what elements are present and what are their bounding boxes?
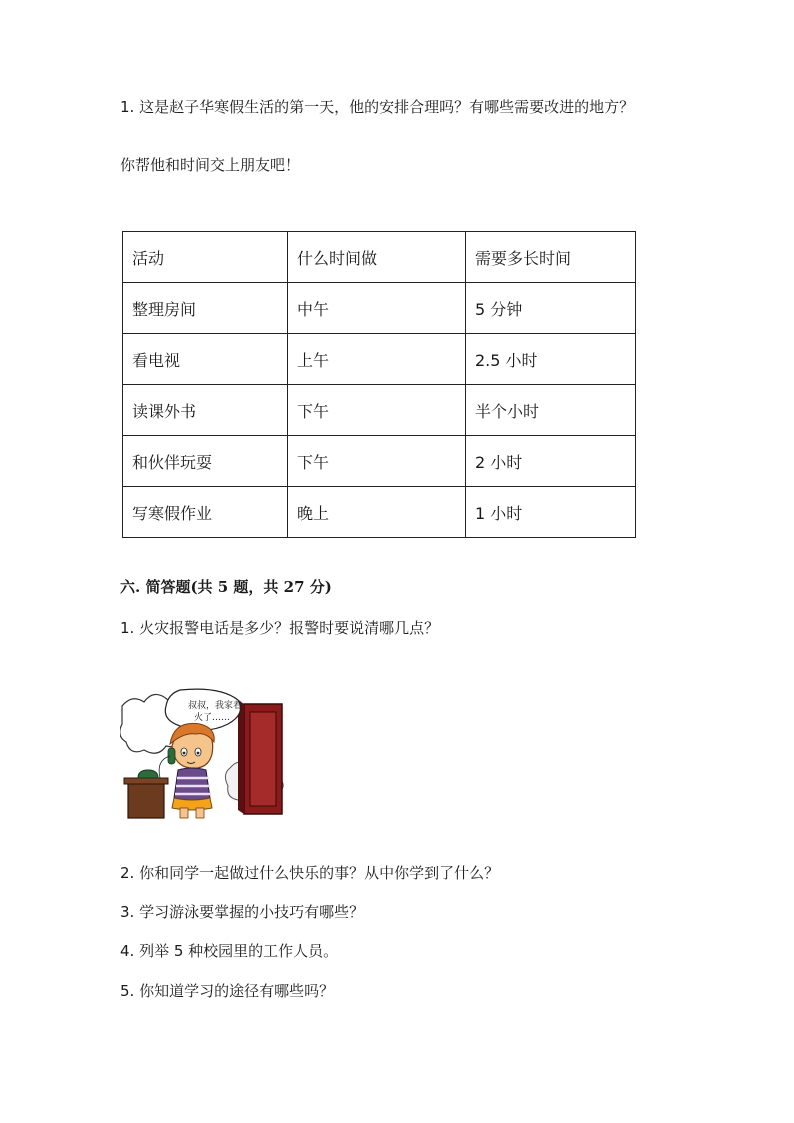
table-cell: 中午 bbox=[288, 283, 466, 334]
table-cell: 2.5 小时 bbox=[466, 334, 636, 385]
question-5: 5. 你知道学习的途径有哪些吗？ bbox=[120, 982, 335, 1000]
table-header-activity: 活动 bbox=[123, 232, 288, 283]
table-cell: 写寒假作业 bbox=[123, 487, 288, 538]
table-cell: 2 小时 bbox=[466, 436, 636, 487]
question-intro-line-1: 1. 这是赵子华寒假生活的第一天，他的安排合理吗？有哪些需要改进的地方？ bbox=[120, 98, 635, 116]
table-row bbox=[123, 385, 636, 436]
table-header-time: 什么时间做 bbox=[288, 232, 466, 283]
section-title: 六. 简答题(共 5 题，共 27 分) bbox=[120, 578, 332, 596]
question-3: 3. 学习游泳要掌握的小技巧有哪些？ bbox=[120, 903, 365, 921]
table-cell: 5 分钟 bbox=[466, 283, 636, 334]
table-cell: 整理房间 bbox=[123, 283, 288, 334]
bubble-line-2: 火了…… bbox=[194, 713, 231, 723]
child-phone-fire-cartoon bbox=[120, 686, 286, 820]
table-row bbox=[123, 487, 636, 538]
table-cell: 看电视 bbox=[123, 334, 288, 385]
question-1: 1. 火灾报警电话是多少？报警时要说清哪几点？ bbox=[120, 619, 440, 637]
table-cell: 晚上 bbox=[288, 487, 466, 538]
table-header-duration: 需要多长时间 bbox=[466, 232, 636, 283]
table-cell: 下午 bbox=[288, 436, 466, 487]
question-2: 2. 你和同学一起做过什么快乐的事？从中你学到了什么？ bbox=[120, 864, 500, 882]
table-cell: 1 小时 bbox=[466, 487, 636, 538]
table-cell: 下午 bbox=[288, 385, 466, 436]
schedule-table bbox=[122, 231, 636, 538]
fire-call-illustration bbox=[120, 686, 286, 820]
table-header-row bbox=[123, 232, 636, 283]
table-cell: 上午 bbox=[288, 334, 466, 385]
table-cell: 读课外书 bbox=[123, 385, 288, 436]
question-intro-line-2: 你帮他和时间交上朋友吧！ bbox=[120, 156, 301, 174]
table-row bbox=[123, 283, 636, 334]
question-4: 4. 列举 5 种校园里的工作人员。 bbox=[120, 942, 339, 960]
table-cell: 半个小时 bbox=[466, 385, 636, 436]
bubble-line-1: 叔叔，我家着 bbox=[188, 701, 243, 711]
table-cell: 和伙伴玩耍 bbox=[123, 436, 288, 487]
table-row bbox=[123, 436, 636, 487]
table-row bbox=[123, 334, 636, 385]
